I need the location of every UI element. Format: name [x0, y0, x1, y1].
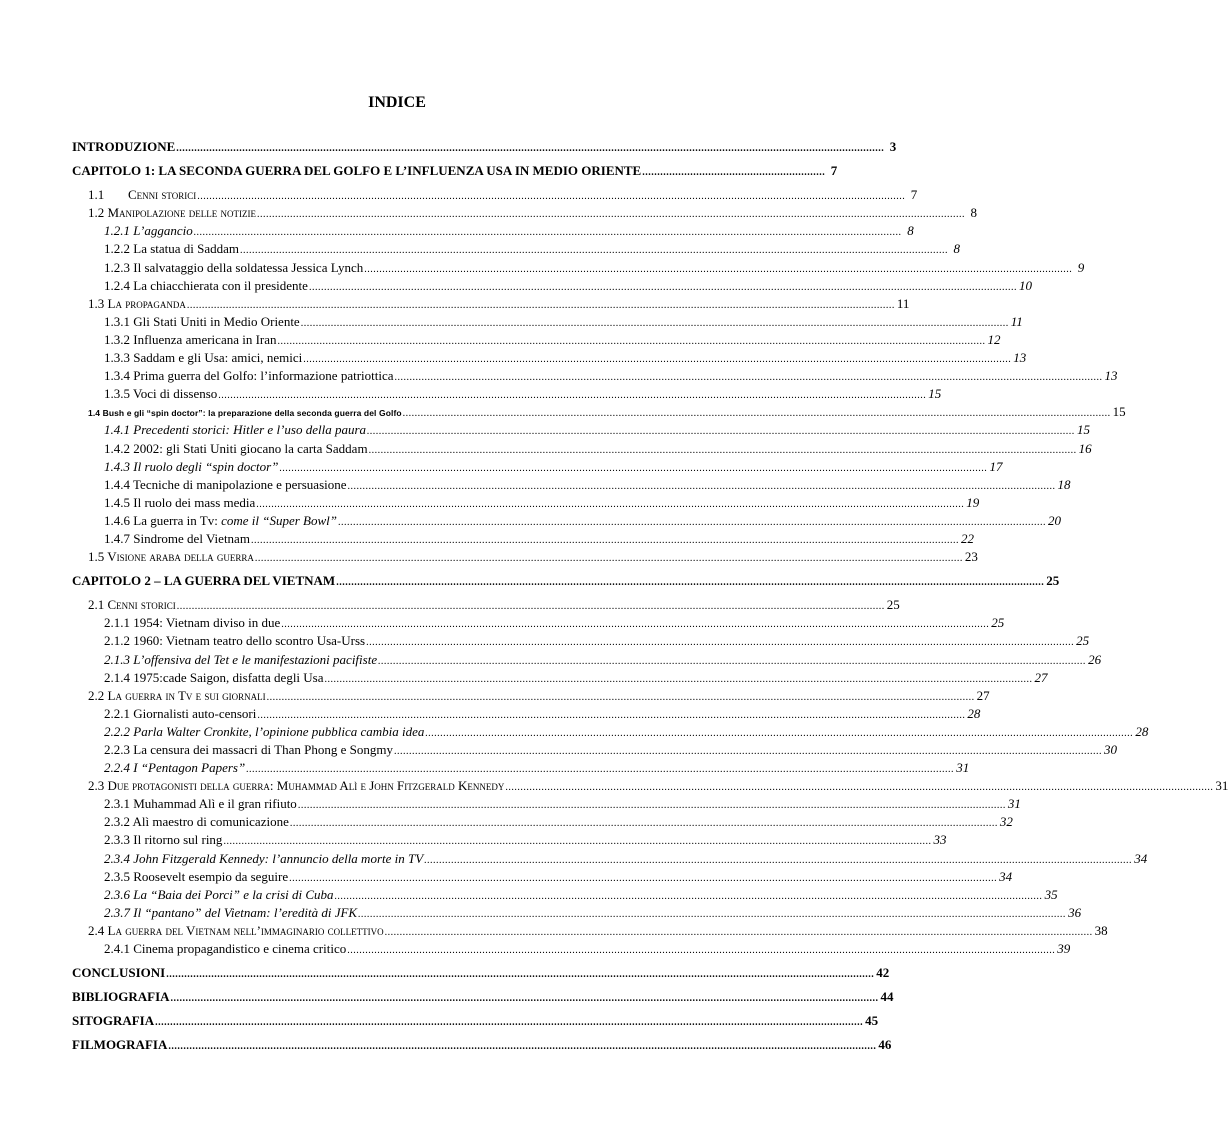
toc-label: 2.1.1 1954: Vietnam diviso in due — [104, 615, 281, 631]
toc-label: 2.3.4 John Fitzgerald Kennedy: l’annuncio della morte in TV — [104, 850, 424, 866]
toc-label: 1.3.4 Prima guerra del Golfo: l’informazione patriottica — [104, 368, 394, 384]
toc-entry-2-3-5[interactable]: 2.3.5 Roosevelt esempio da seguire ............................................................................................................................................................................................................................................ 34 — [104, 868, 1013, 884]
toc-label: 2.3 Due protagonisti della guerra: Muhammad Alì e John Fitzgerald Kennedy — [88, 778, 505, 794]
toc-entry-1-3-4[interactable]: 1.3.4 Prima guerra del Golfo: l’informazione patriottica ............................................................................................................................................................................................................................................ 13 — [104, 368, 1118, 384]
toc-label: BIBLIOGRAFIA — [72, 989, 170, 1005]
toc-entry-conclusioni[interactable]: CONCLUSIONI ............................................................................................................................................................................................................................................ 42 — [72, 965, 890, 981]
toc-label: 1.4 Bush e gli “spin doctor”: la preparazione della seconda guerra del Golfo — [88, 408, 402, 419]
toc-entry-1-2-2[interactable]: 1.2.2 La statua di Saddam ............................................................................................................................................................................................................................................ 8 — [104, 241, 961, 257]
toc-label: CAPITOLO 1: LA SECONDA GUERRA DEL GOLFO E L’INFLUENZA USA IN MEDIO ORIENTE — [72, 163, 642, 179]
toc-entry-2-2-2[interactable]: 2.2.2 Parla Walter Cronkite, l’opinione pubblica cambia idea ............................................................................................................................................................................................................................................ 28 — [104, 723, 1149, 739]
toc-label: 2.2 La guerra in Tv e sui giornali — [88, 687, 266, 703]
toc-entry-2-3-2[interactable]: 2.3.2 Alì maestro di comunicazione ............................................................................................................................................................................................................................................ 32 — [104, 814, 1013, 830]
toc-entry-2-2[interactable]: 2.2 La guerra in Tv e sui giornali ............................................................................................................................................................................................................................................ 27 — [88, 687, 990, 703]
toc-label: 2.3.2 Alì maestro di comunicazione — [104, 814, 289, 830]
toc-page: 13 — [1104, 368, 1118, 384]
toc-label: 1.2.3 Il salvataggio della soldatessa Jessica Lynch — [104, 259, 364, 275]
toc-entry-2-1-2[interactable]: 2.1.2 1960: Vietnam teatro dello scontro Usa-Urss ............................................................................................................................................................................................................................................ 25 — [104, 633, 1090, 649]
toc-label: 1.4.7 Sindrome del Vietnam — [104, 530, 250, 546]
toc-entry-1-4-7[interactable]: 1.4.7 Sindrome del Vietnam ............................................................................................................................................................................................................................................ 22 — [104, 530, 974, 546]
toc-label: 1.3.2 Influenza americana in Iran — [104, 331, 277, 347]
toc-label: 1.3.1 Gli Stati Uniti in Medio Oriente — [104, 313, 300, 329]
toc-label: 2.2.1 Giornalisti auto-censori — [104, 705, 257, 721]
toc-page: 8 — [970, 205, 978, 221]
toc-page: 15 — [1112, 404, 1126, 420]
toc-label: 2.3.5 Roosevelt esempio da seguire — [104, 868, 289, 884]
toc-page: 8 — [953, 241, 961, 257]
toc-page: 17 — [989, 458, 1003, 474]
toc-entry-1-2-1[interactable]: 1.2.1 L’aggancio ............................................................................................................................................................................................................................................ 8 — [104, 223, 914, 239]
toc-page: 13 — [1013, 350, 1027, 366]
toc-page: 44 — [880, 989, 894, 1005]
toc-page: 11 — [896, 295, 910, 311]
toc-page: 30 — [1103, 742, 1117, 757]
toc-label: 1.3.5 Voci di dissenso — [104, 386, 218, 402]
toc-number: 1.1 — [88, 187, 105, 203]
toc-entry-1-2-3[interactable]: 1.2.3 Il salvataggio della soldatessa Jessica Lynch ............................................................................................................................................................................................................................................ 9 — [104, 259, 1085, 275]
toc-page: 42 — [876, 965, 890, 981]
toc-entry-1-4-2[interactable]: 1.4.2 2002: gli Stati Uniti giocano la carta Saddam ............................................................................................................................................................................................................................................ 16 — [104, 440, 1092, 456]
toc-label: 1.4.5 Il ruolo dei mass media — [104, 494, 256, 510]
toc-label: 1.4.4 Tecniche di manipolazione e persuasione — [104, 476, 347, 492]
toc-label: CAPITOLO 2 – LA GUERRA DEL VIETNAM — [72, 573, 336, 589]
toc-entry-1-2[interactable]: 1.2 Manipolazione delle notizie ............................................................................................................................................................................................................................................ 8 — [88, 205, 978, 221]
toc-entry-2-1[interactable]: 2.1 Cenni storici ............................................................................................................................................................................................................................................ 25 — [88, 597, 900, 613]
toc-page: 18 — [1057, 476, 1071, 492]
toc-entry-2-3-7[interactable]: 2.3.7 Il “pantano” del Vietnam: l’eredità di JFK ............................................................................................................................................................................................................................................ 36 — [104, 904, 1082, 920]
toc-entry-2-3-4[interactable]: 2.3.4 John Fitzgerald Kennedy: l’annuncio della morte in TV ............................................................................................................................................................................................................................................ 34 — [104, 850, 1148, 866]
toc-entry-1-2-4[interactable]: 1.2.4 La chiacchierata con il presidente ............................................................................................................................................................................................................................................ 10 — [104, 277, 1032, 293]
toc-entry-2-1-4[interactable]: 2.1.4 1975:cade Saigon, disfatta degli Usa ............................................................................................................................................................................................................................................ 27 — [104, 669, 1048, 685]
toc-entry-1-4-6[interactable]: 1.4.6 La guerra in Tv: come il “Super Bowl” ............................................................................................................................................................................................................................................ 20 — [104, 512, 1062, 528]
toc-page: 38 — [1094, 922, 1108, 938]
toc-entry-capitolo-1[interactable]: CAPITOLO 1: LA SECONDA GUERRA DEL GOLFO E L’INFLUENZA USA IN MEDIO ORIENTE ............................................................. 7 — [72, 163, 838, 179]
toc-entry-1-4-1[interactable]: 1.4.1 Precedenti storici: Hitler e l’uso della paura ............................................................................................................................................................................................................................................ 15 — [104, 422, 1090, 438]
toc-page: 33 — [933, 832, 947, 848]
toc-label: 2.1.2 1960: Vietnam teatro dello scontro Usa-Urss — [104, 633, 366, 649]
toc-page: 23 — [964, 549, 978, 565]
table-of-contents — [72, 139, 1228, 1056]
toc-entry-capitolo-2[interactable]: CAPITOLO 2 – LA GUERRA DEL VIETNAM ............................................................................................................................................................................................................................................ 25 — [72, 573, 1060, 589]
toc-label: 2.4 La guerra del Vietnam nell’immaginario collettivo — [88, 922, 384, 938]
toc-entry-1-3-2[interactable]: 1.3.2 Influenza americana in Iran ............................................................................................................................................................................................................................................ 12 — [104, 331, 1001, 347]
toc-label: 1.2.2 La statua di Saddam — [104, 241, 240, 257]
toc-label: 1.2.4 La chiacchierata con il presidente — [104, 277, 308, 293]
toc-entry-1-5[interactable]: 1.5 Visione araba della guerra ............................................................................................................................................................................................................................................ 23 — [88, 549, 978, 565]
toc-page: 31 — [956, 760, 970, 776]
toc-entry-2-1-3[interactable]: 2.1.3 L’offensiva del Tet e le manifestazioni pacifiste ............................................................................................................................................................................................................................................ 26 — [104, 651, 1102, 667]
toc-page: 25 — [991, 615, 1005, 631]
page-title: INDICE — [368, 94, 426, 111]
toc-page: 45 — [865, 1013, 879, 1029]
toc-page: 27 — [1034, 669, 1048, 685]
toc-entry-2-3-6[interactable]: 2.3.6 La “Baia dei Porci” e la crisi di Cuba ............................................................................................................................................................................................................................................ 35 — [104, 886, 1058, 902]
toc-page: 7 — [830, 163, 838, 179]
toc-label: 2.3.7 Il “pantano” del Vietnam: l’eredità di JFK — [104, 904, 358, 920]
toc-label: 1.5 Visione araba della guerra — [88, 549, 254, 565]
toc-page: 32 — [999, 814, 1013, 830]
toc-page: 25 — [1046, 573, 1060, 589]
toc-entry-2-4-1[interactable]: 2.4.1 Cinema propagandistico e cinema critico ............................................................................................................................................................................................................................................ 39 — [104, 941, 1071, 957]
toc-label: 2.4.1 Cinema propagandistico e cinema critico — [104, 941, 347, 957]
toc-label: 1.4.1 Precedenti storici: Hitler e l’uso della paura — [104, 422, 366, 438]
toc-entry-2-3-3[interactable]: 2.3.3 Il ritorno sul ring ............................................................................................................................................................................................................................................ 33 — [104, 832, 947, 848]
toc-label: 1.4.2 2002: gli Stati Uniti giocano la carta Saddam — [104, 440, 368, 456]
toc-page: 15 — [928, 386, 942, 402]
toc-page: 15 — [1077, 422, 1090, 438]
toc-entry-1-3-1[interactable]: 1.3.1 Gli Stati Uniti in Medio Oriente ............................................................................................................................................................................................................................................ 11 — [104, 313, 1023, 329]
toc-label: 2.1 Cenni storici — [88, 597, 176, 613]
toc-entry-1-4-3[interactable]: 1.4.3 Il ruolo degli “spin doctor” ............................................................................................................................................................................................................................................ 17 — [104, 458, 1003, 474]
toc-page: 27 — [976, 687, 990, 703]
toc-page: 34 — [999, 868, 1013, 884]
toc-page: 26 — [1088, 651, 1102, 667]
toc-page: 34 — [1134, 850, 1148, 866]
toc-label: 1.2 Manipolazione delle notizie — [88, 205, 257, 221]
toc-entry-1-4-5[interactable]: 1.4.5 Il ruolo dei mass media ............................................................................................................................................................................................................................................ 19 — [104, 494, 980, 510]
toc-label: 2.2.2 Parla Walter Cronkite, l’opinione pubblica cambia idea — [104, 723, 425, 739]
toc-page: 36 — [1068, 904, 1082, 920]
toc-page: 25 — [1076, 633, 1090, 649]
toc-page: 11 — [1010, 313, 1023, 329]
toc-label: INTRODUZIONE — [72, 139, 176, 154]
toc-label-italic: come il “Super Bowl” — [221, 512, 338, 528]
toc-entry-2-2-1[interactable]: 2.2.1 Giornalisti auto-censori ............................................................................................................................................................................................................................................ 28 — [104, 705, 981, 721]
toc-page: 31 — [1007, 796, 1021, 812]
toc-entry-introduzione[interactable]: INTRODUZIONE ............................................................................................................................................................................................................................................ 3 — [72, 139, 897, 154]
toc-page: 35 — [1044, 886, 1058, 902]
toc-page: 19 — [966, 494, 980, 510]
toc-page: 20 — [1048, 512, 1062, 528]
toc-label: 2.3.3 Il ritorno sul ring — [104, 832, 223, 848]
toc-entry-1-3[interactable]: 1.3 La propaganda ............................................................................................................................................................................................................................................ 11 — [88, 295, 910, 311]
toc-page: 39 — [1057, 941, 1071, 957]
toc-page: 10 — [1018, 277, 1032, 293]
toc-label: 2.3.6 La “Baia dei Porci” e la crisi di Cuba — [104, 886, 334, 902]
toc-entry-2-2-3[interactable]: 2.2.3 La censura dei massacri di Than Phong e Songmy ............................................................................................................................................................................................................................................ 30 — [104, 742, 1117, 757]
toc-entry-2-1-1[interactable]: 2.1.1 1954: Vietnam diviso in due ............................................................................................................................................................................................................................................ 25 — [104, 615, 1005, 631]
toc-page: 9 — [1077, 259, 1085, 275]
toc-label: 1.3.3 Saddam e gli Usa: amici, nemici — [104, 350, 303, 366]
toc-label: 1.2.1 L’aggancio — [104, 223, 193, 239]
toc-page: 16 — [1078, 440, 1092, 456]
toc-page: 7 — [910, 187, 918, 203]
toc-label: SITOGRAFIA — [72, 1013, 155, 1029]
toc-label: FILMOGRAFIA — [72, 1037, 168, 1053]
toc-page: 31 — [1215, 778, 1228, 794]
toc-entry-2-3[interactable]: 2.3 Due protagonisti della guerra: Muhammad Alì e John Fitzgerald Kennedy ............................................................................................................................................................................................................................................ 31 — [88, 778, 1228, 794]
toc-label: 2.2.3 La censura dei massacri di Than Phong e Songmy — [104, 742, 393, 757]
toc-entry-bibliografia[interactable]: BIBLIOGRAFIA ............................................................................................................................................................................................................................................ 44 — [72, 989, 894, 1005]
toc-label: 1.4.3 Il ruolo degli “spin doctor” — [104, 458, 279, 474]
toc-page: 3 — [889, 139, 897, 154]
toc-page: 12 — [987, 331, 1001, 347]
toc-page: 8 — [907, 223, 914, 239]
toc-label: 2.1.3 L’offensiva del Tet e le manifestazioni pacifiste — [104, 651, 378, 667]
toc-label: 2.2.4 I “Pentagon Papers” — [104, 760, 246, 776]
toc-entry-2-3-1[interactable]: 2.3.1 Muhammad Alì e il gran rifiuto ............................................................................................................................................................................................................................................ 31 — [104, 796, 1021, 812]
toc-entry-1-3-3[interactable]: 1.3.3 Saddam e gli Usa: amici, nemici ............................................................................................................................................................................................................................................ 13 — [104, 350, 1027, 366]
toc-entry-1-4[interactable]: 1.4 Bush e gli “spin doctor”: la preparazione della seconda guerra del Golfo ............................................................................................................................................................................................................................................ 15 — [72, 404, 722, 422]
toc-label: 2.3.1 Muhammad Alì e il gran rifiuto — [104, 796, 297, 812]
toc-label: 1.4.6 La guerra in Tv: — [104, 512, 222, 528]
toc-page: 22 — [960, 530, 974, 546]
toc-label: 1.3 La propaganda — [88, 295, 186, 311]
toc-page: 28 — [967, 705, 981, 721]
toc-entry-1-4-4[interactable]: 1.4.4 Tecniche di manipolazione e persuasione ............................................................................................................................................................................................................................................ 18 — [104, 476, 1071, 492]
toc-entry-1-1[interactable]: 1.1 Cenni storici ............................................................................................................................................................................................................................................ 7 — [88, 187, 918, 203]
toc-entry-1-3-5[interactable]: 1.3.5 Voci di dissenso ............................................................................................................................................................................................................................................ 15 — [104, 386, 942, 402]
toc-page: 28 — [1135, 723, 1149, 739]
toc-page: 25 — [886, 597, 900, 613]
toc-entry-filmografia[interactable]: FILMOGRAFIA ............................................................................................................................................................................................................................................ 46 — [72, 1037, 892, 1053]
toc-entry-sitografia[interactable]: SITOGRAFIA ............................................................................................................................................................................................................................................ 45 — [72, 1013, 879, 1029]
toc-entry-2-4[interactable]: 2.4 La guerra del Vietnam nell’immaginario collettivo ............................................................................................................................................................................................................................................ 38 — [88, 922, 1108, 938]
toc-entry-2-2-4[interactable]: 2.2.4 I “Pentagon Papers” ............................................................................................................................................................................................................................................ 31 — [104, 760, 970, 776]
toc-label: 2.1.4 1975:cade Saigon, disfatta degli Usa — [104, 669, 324, 685]
toc-label: Cenni storici — [128, 187, 197, 203]
toc-label: CONCLUSIONI — [72, 965, 166, 981]
toc-page: 46 — [878, 1037, 892, 1053]
